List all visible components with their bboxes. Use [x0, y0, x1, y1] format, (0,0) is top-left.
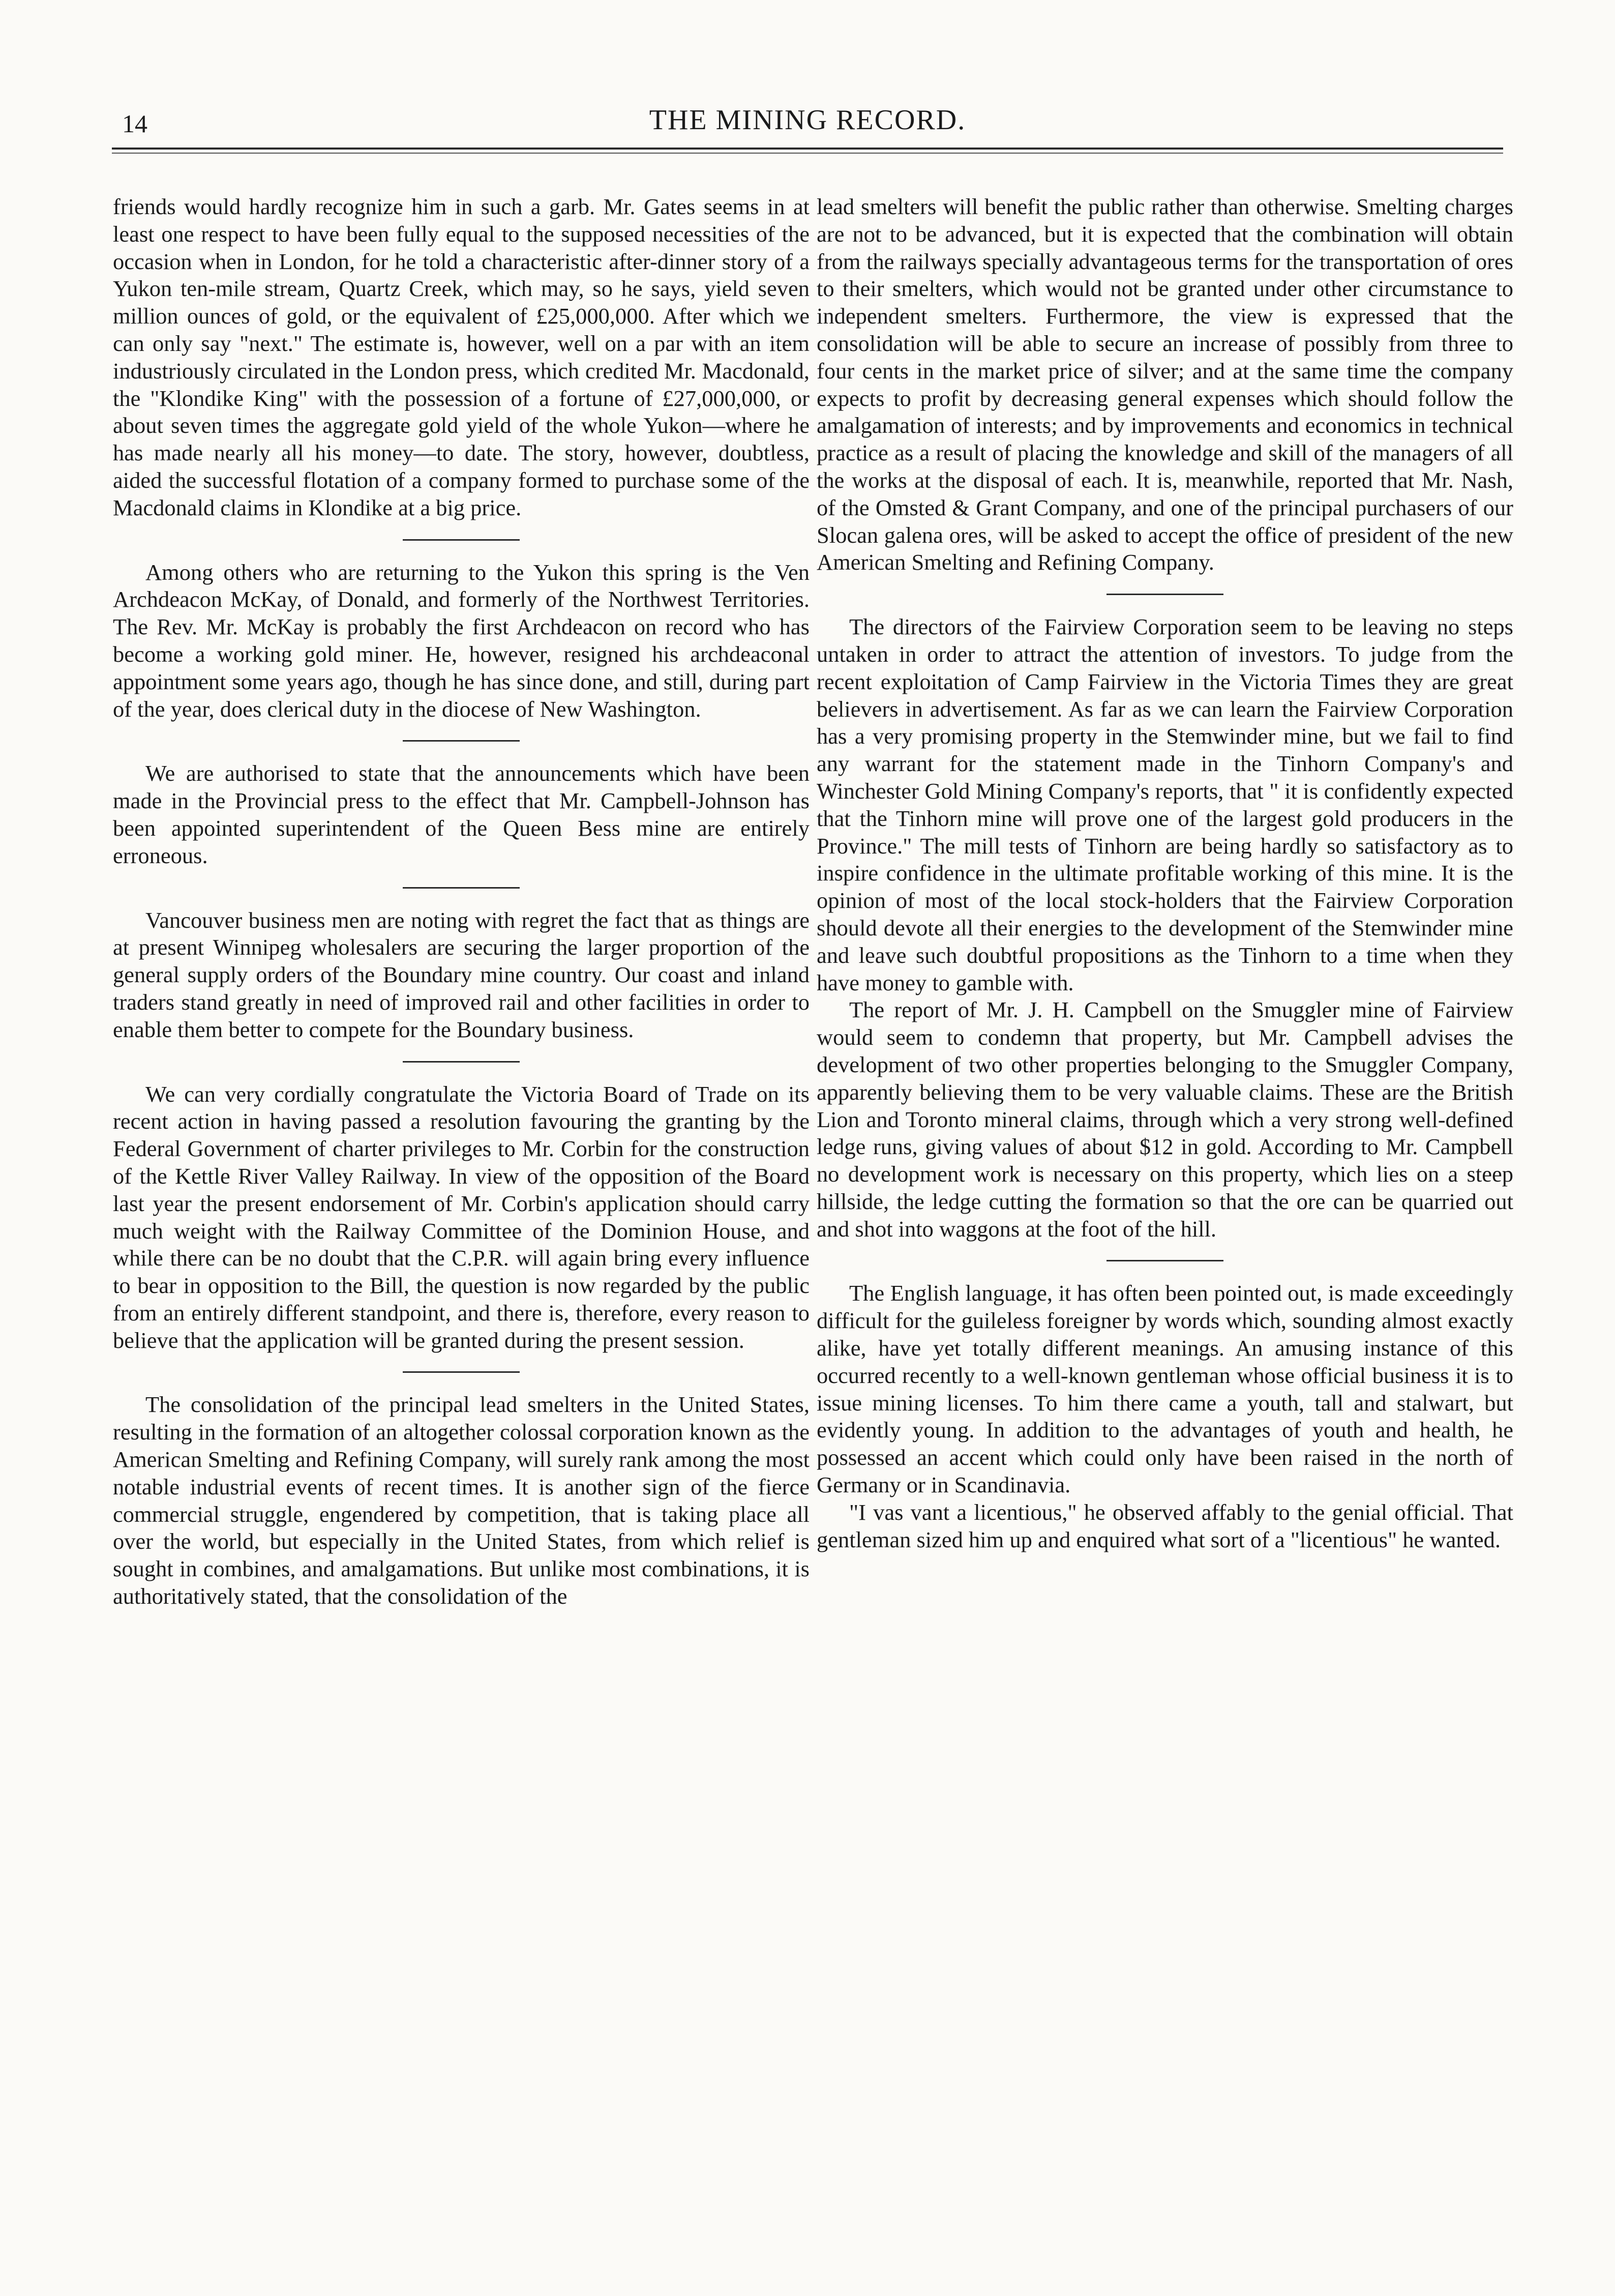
page-number: 14 — [122, 109, 147, 138]
header-rule — [112, 148, 1503, 154]
paragraph-smelters-continued: lead smelters will benefit the public rather than otherwise. Smelting charges are not to be advanced, but it is expected that the combination will obtain from the railways specially advantageous terms for the transportation of ores to their smelters, which would not be granted under other circumstance to independent smelters. Furthermore, the view is expressed that the consolidation will be able to secure an increase of possibly from three to four cents in the market price of silver; and at the same time the company expects to profit by decreasing general expenses which should follow the amalgamation of interests; and by improvements and economics in technical practice as a result of placing the knowledge and skill of the managers of all the works at the disposal of each. It is, meanwhile, reported that Mr. Nash, of the Omsted & Grant Company, and one of the principal purchasers of our Slocan galena ores, will be asked to accept the office of president of the new American Smelting and Refining Company. — [817, 194, 1513, 575]
article-separator — [1106, 1260, 1223, 1261]
article-separator — [403, 740, 520, 742]
paragraph-smuggler: The report of Mr. J. H. Campbell on the Smuggler mine of Fairview would seem to condemn that property, but Mr. Campbell advises the development of two other properties belonging to the Smuggler Company, apparently believing them to be very valuable claims. These are the British Lion and Toronto mineral claims, through which a very strong well-defined ledge runs, giving values of about $12 in gold. According to Mr. Campbell no development work is necessary on this property, which lies on a steep hillside, the ledge cutting the formation so that the ore can be quarried out and shot into waggons at the foot of the hill. — [817, 997, 1513, 1242]
paragraph-vancouver: Vancouver business men are noting with regret the fact that as things are at present Winnipeg wholesalers are securing the larger proportion of the general supply orders of the Boundary mine country. Our coast and inland traders stand greatly in need of improved rail and other facilities in order to enable them better to compete for the Boundary business. — [113, 907, 810, 1042]
paragraph-lead-smelters: The consolidation of the principal lead smelters in the United States, resulting in the formation of an altogether colossal corporation known as the American Smelting and Refining Company, will surely rank among the most notable industrial events of recent times. It is another sign of the fierce commercial struggle, engendered by competition, that is taking place all over the world, but especially in the United States, from which relief is sought in combines, and amalgamations. But unlike most combinations, it is authoritatively stated, that the consolidation of the — [113, 1392, 810, 1609]
paragraph-fairview: The directors of the Fairview Corporation seem to be leaving no steps untaken in order to attract the attention of investors. To judge from the recent exploitation of Camp Fairview in the Victoria Times they are great believers in advertisement. As far as we can learn the Fairview Corporation has a very promising property in the Stemwinder mine, but we fail to find any warrant for the statement made in the Tinhorn Company's and Winchester Gold Mining Company's reports, that " it is confidently expected that the Tinhorn mine will prove one of the largest gold producers in the Province." The mill tests of Tinhorn are being hardly so satisfactory as to inspire confidence in the ultimate profitable working of this mine. It is the opinion of most of the local stock-holders that the Fairview Corporation should devote all their energies to the development of the Stemwinder mine and leave such doubtful propositions as the Tinhorn to a time when they have money to gamble with. — [817, 614, 1513, 995]
page-header — [112, 100, 1503, 140]
right-column — [817, 193, 1513, 1553]
paragraph-english-language: The English language, it has often been pointed out, is made exceedingly difficult for the guileless foreigner by words which, sounding almost exactly alike, have yet totally different meanings. An amusing instance of this occurred recently to a well-known gentleman whose official business it is to issue mining licenses. To him there came a youth, tall and stalwart, but evidently young. In addition to the advantages of youth and health, he possessed an accent which could only have been raised in the north of Germany or in Scandinavia. — [817, 1280, 1513, 1498]
article-separator — [403, 1371, 520, 1373]
paragraph-gates-continued: friends would hardly recognize him in such a garb. Mr. Gates seems in at least one respect to have been fully equal to the supposed necessities of the occasion when in London, for he told a characteristic after-dinner story of a Yukon ten-mile stream, Quartz Creek, which may, so he says, yield seven million ounces of gold, or the equivalent of £25,000,000. After which we can only say "next." The estimate is, however, well on a par with an item industriously circulated in the London press, which credited Mr. Macdonald, the "Klondike King" with the possession of a fortune of £27,000,000, or about seven times the aggregate gold yield of the whole Yukon—where he has made nearly all his money—to date. The story, however, doubtless, aided the successful flotation of a company formed to purchase some of the Macdonald claims in Klondike at a big price. — [113, 194, 810, 520]
article-separator — [403, 539, 520, 541]
paragraph-mckay: Among others who are returning to the Yukon this spring is the Ven Archdeacon McKay, of Donald, and formerly of the Northwest Territories. The Rev. Mr. McKay is probably the first Archdeacon on record who has become a working gold miner. He, however, resigned his archdeaconal appointment some years ago, though he has since done, and still, during part of the year, does clerical duty in the diocese of New Washington. — [113, 559, 810, 722]
left-column — [113, 193, 810, 1610]
article-separator — [403, 1061, 520, 1063]
paragraph-licentious: "I vas vant a licentious," he observed affably to the genial official. That gentleman sized him up and enquired what sort of a "licentious" he wanted. — [817, 1499, 1513, 1552]
article-separator — [403, 887, 520, 889]
page-title: THE MINING RECORD. — [649, 104, 966, 136]
article-separator — [1106, 594, 1223, 595]
paragraph-queen-bess: We are authorised to state that the announcements which have been made in the Provincial press to the effect that Mr. Campbell-Johnson has been appointed superintendent of the Queen Bess mine are entirely erroneous. — [113, 760, 810, 868]
paragraph-victoria-board: We can very cordially congratulate the Victoria Board of Trade on its recent action in having passed a resolution favouring the granting by the Federal Government of charter privileges to Mr. Corbin for the construction of the Kettle River Valley Railway. In view of the opposition of the Board last year the present endorsement of Mr. Corbin's application should carry much weight with the Railway Committee of the Dominion House, and while there can be no doubt that the C.P.R. will again bring every influence to bear in opposition to the Bill, the question is now regarded by the public from an entirely different standpoint, and there is, therefore, every reason to believe that the application will be granted during the present session. — [113, 1081, 810, 1353]
